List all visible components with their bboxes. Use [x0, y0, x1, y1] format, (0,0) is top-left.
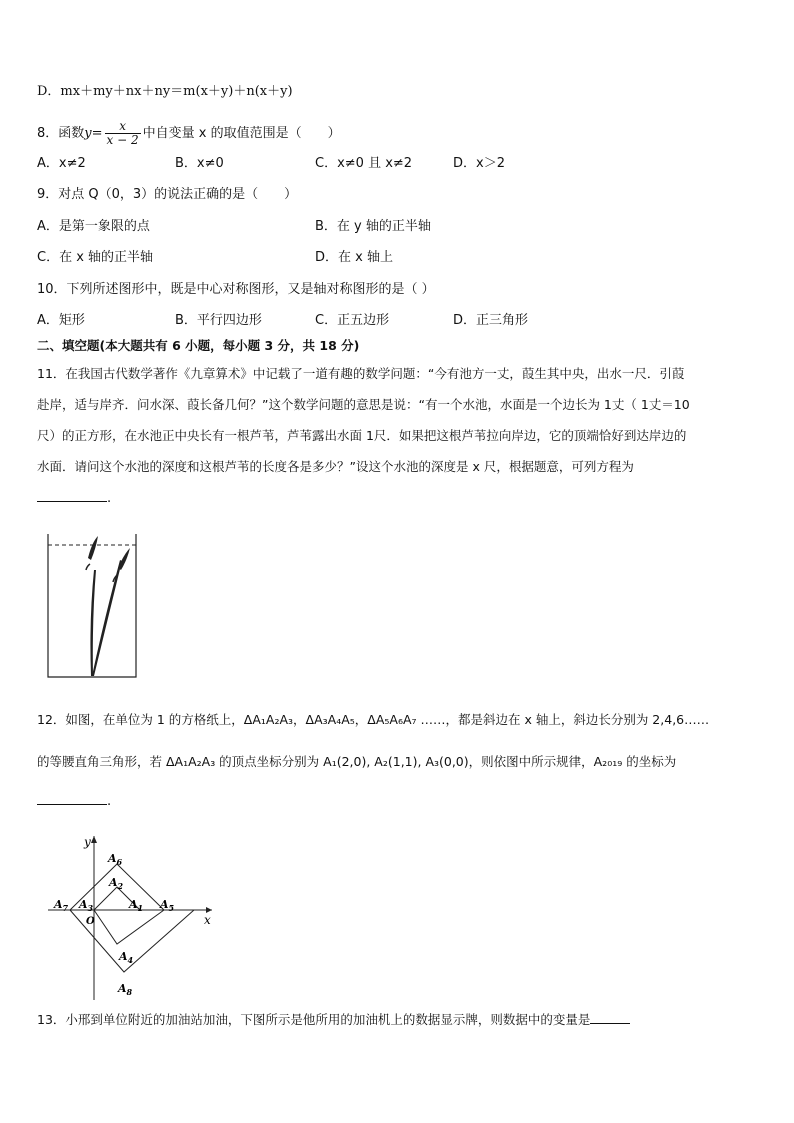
q12-end-mark: . [107, 794, 112, 809]
q11-pool-figure [44, 530, 140, 680]
triangle-a3a4a5 [94, 910, 164, 944]
q13-text: 13．小邢到单位附近的加油站加油，下图所示是他所用的加油机上的数据显示牌，则数据中的变量是 [37, 1012, 591, 1027]
q8-fraction [105, 120, 141, 147]
origin-label: O [86, 916, 95, 927]
q8-option-c: C．x≠0 且 x≠2 [315, 156, 413, 171]
q11-line-3: 尺）的正方形，在水池正中央长有一根芦苇，芦苇露出水面 1尺．如果把这根芦苇拉向岸边，它的顶端恰好到达岸边的 [37, 428, 687, 443]
q12-line-2: 的等腰直角三角形，若 ΔA₁A₂A₃ 的顶点坐标分别为 A₁(2,0), A₂(1,1), A₃(0,0)，则依图中所示规律，A₂₀₁₉ 的坐标为 [37, 754, 677, 769]
q13-stem [37, 1011, 630, 1029]
q9-option-c: C．在 x 轴的正半轴 [37, 250, 154, 265]
q13-answer-blank[interactable] [590, 1011, 630, 1024]
q8-option-a: A．x≠2 [37, 156, 86, 171]
q8-stem [37, 114, 341, 154]
y-axis-arrow [91, 836, 97, 843]
reed-stem-right [92, 560, 122, 676]
q8-frac-num: x [105, 120, 141, 134]
q12-answer-line [37, 792, 111, 811]
q11-line-1: 11．在我国古代数学著作《九章算术》中记载了一道有趣的数学问题：“今有池方一丈，葭生其中央，出水一尺．引葭 [37, 366, 685, 381]
section-heading: 二、填空题(本大题共有 6 小题，每小题 3 分，共 18 分) [37, 338, 360, 353]
q12-coordinate-figure [44, 832, 224, 1002]
label-a7: $A_7$ [54, 898, 69, 913]
q10-stem: 10．下列所述图形中，既是中心对称图形，又是轴对称图形的是（ ） [37, 282, 435, 297]
label-a4: $A_4$ [119, 950, 134, 965]
q8-frac-den: x − 2 [106, 133, 139, 147]
label-a6: $A_6$ [108, 852, 123, 867]
q8-suffix: 中自变量 x 的取值范围是（ ） [142, 126, 341, 141]
q8-option-d: D．x＞2 [453, 156, 505, 171]
y-axis-label: y [84, 835, 91, 849]
q10-option-d: D．正三角形 [453, 313, 529, 328]
q11-line-4: 水面．请问这个水池的深度和这根芦苇的长度各是多少？”设这个水池的深度是 x 尺，根据题意，可列方程为 [37, 459, 634, 474]
q10-option-c: C．正五边形 [315, 313, 390, 328]
q8-func-lhs: y= [84, 126, 103, 141]
q11-end-mark: . [107, 491, 112, 506]
reed-head-right [118, 548, 130, 570]
q9-stem: 9．对点 Q（0，3）的说法正确的是（ ） [37, 187, 298, 202]
q11-line-2: 赴岸，适与岸齐．问水深、葭长备几何？”这个数学问题的意思是说：“有一个水池，水面是一个边长为 1丈（ 1丈＝10 [37, 397, 690, 412]
q8-option-b: B．x≠0 [175, 156, 224, 171]
reed-stem-left [90, 570, 96, 676]
q8-prefix: 8．函数 [37, 126, 85, 141]
label-a1: $A_1$ [129, 898, 144, 913]
q12-answer-blank[interactable] [37, 792, 107, 805]
q11-answer-blank[interactable] [37, 489, 107, 502]
reed-leaf-left [86, 564, 90, 570]
q10-option-a: A．矩形 [37, 313, 85, 328]
q7-option-d: D．mx＋my＋nx＋ny＝m(x＋y)＋n(x＋y) [37, 84, 293, 99]
q11-answer-line [37, 489, 111, 508]
q9-option-d: D．在 x 轴上 [315, 250, 393, 265]
q9-option-a: A．是第一象限的点 [37, 219, 150, 234]
label-a2: $A_2$ [109, 876, 124, 891]
label-a3: $A_3$ [79, 898, 94, 913]
label-a8: $A_8$ [118, 982, 133, 997]
reed-head-left [88, 536, 98, 560]
q10-option-b: B．平行四边形 [175, 313, 262, 328]
q12-line-1: 12．如图，在单位为 1 的方格纸上，ΔA₁A₂A₃，ΔA₃A₄A₅，ΔA₅A₆A₇ ……，都是斜边在 x 轴上，斜边长分别为 2,4,6…… [37, 712, 710, 727]
label-a5: $A_5$ [160, 898, 175, 913]
x-axis-label: x [204, 913, 211, 927]
q9-option-b: B．在 y 轴的正半轴 [315, 219, 431, 234]
